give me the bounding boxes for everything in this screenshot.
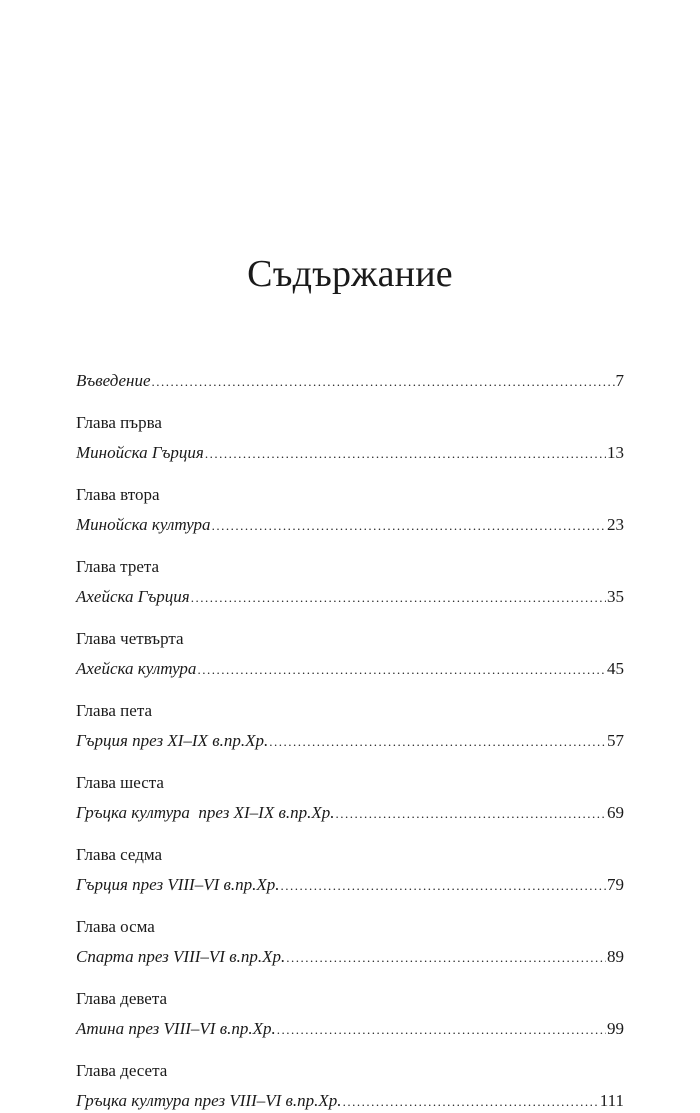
toc-line xyxy=(76,946,624,969)
toc-entry-chapter-1 xyxy=(76,412,624,465)
toc-page-number: 69 xyxy=(607,803,624,822)
toc-line xyxy=(76,802,624,825)
toc-entry-title: Гърция през XI–IX в.пр.Хр. xyxy=(76,731,269,750)
toc-line xyxy=(76,442,624,465)
toc-entry-chapter-9 xyxy=(76,988,624,1041)
toc-entry-title: Минойска Гърция xyxy=(76,443,204,462)
toc-line xyxy=(76,514,624,537)
dot-leader xyxy=(286,947,606,969)
toc-entry-introduction xyxy=(76,370,624,393)
dot-leader xyxy=(191,587,606,609)
toc-line xyxy=(76,730,624,753)
dot-leader xyxy=(281,875,606,897)
chapter-label: Глава седма xyxy=(76,845,163,864)
toc-entry-chapter-4 xyxy=(76,628,624,681)
toc-entry-title: Минойска култура xyxy=(76,515,211,534)
toc-entry-chapter-5 xyxy=(76,700,624,753)
toc-entry-title: Въведение xyxy=(76,371,151,390)
toc-entry-chapter-8 xyxy=(76,916,624,969)
table-of-contents xyxy=(76,370,624,1113)
chapter-label: Глава втора xyxy=(76,485,160,504)
toc-entry-title: Ахейска култура xyxy=(76,659,197,678)
toc-page-number: 89 xyxy=(607,947,624,966)
toc-entry-title: Гърция през VIII–VI в.пр.Хр. xyxy=(76,875,280,894)
toc-page-number: 13 xyxy=(607,443,624,462)
chapter-label: Глава шеста xyxy=(76,773,164,792)
toc-page-number: 35 xyxy=(607,587,624,606)
dot-leader xyxy=(343,1091,599,1113)
toc-page-number: 7 xyxy=(615,371,624,390)
toc-line xyxy=(76,658,624,681)
toc-entry-chapter-2 xyxy=(76,484,624,537)
toc-entry-chapter-10 xyxy=(76,1060,624,1113)
toc-entry-title: Гръцка култура през XI–IX в.пр.Хр. xyxy=(76,803,335,822)
toc-entry-title: Атина през VIII–VI в.пр.Хр. xyxy=(76,1019,276,1038)
dot-leader xyxy=(277,1019,606,1041)
toc-line xyxy=(76,874,624,897)
chapter-label: Глава първа xyxy=(76,413,162,432)
page-title: Съдържание xyxy=(247,253,453,295)
toc-line xyxy=(76,1018,624,1041)
toc-entry-title: Гръцка култура през VIII–VI в.пр.Хр. xyxy=(76,1091,342,1110)
toc-page-number: 23 xyxy=(607,515,624,534)
toc-page-number: 45 xyxy=(607,659,624,678)
toc-line xyxy=(76,370,624,393)
toc-entry-title: Ахейска Гърция xyxy=(76,587,190,606)
toc-page-number: 111 xyxy=(599,1091,624,1110)
chapter-label: Глава десета xyxy=(76,1061,168,1080)
dot-leader xyxy=(269,731,606,753)
dot-leader xyxy=(212,515,606,537)
toc-entry-chapter-7 xyxy=(76,844,624,897)
dot-leader xyxy=(336,803,607,825)
toc-entry-chapter-6 xyxy=(76,772,624,825)
toc-page-number: 57 xyxy=(607,731,624,750)
dot-leader xyxy=(197,659,606,681)
toc-entry-title: Спарта през VIII–VI в.пр.Хр. xyxy=(76,947,286,966)
chapter-label: Глава трета xyxy=(76,557,160,576)
dot-leader xyxy=(152,371,615,393)
dot-leader xyxy=(205,443,606,465)
toc-line xyxy=(76,1090,624,1113)
toc-page-number: 99 xyxy=(607,1019,624,1038)
chapter-label: Глава четвърта xyxy=(76,629,184,648)
chapter-label: Глава осма xyxy=(76,917,155,936)
chapter-label: Глава девета xyxy=(76,989,168,1008)
chapter-label: Глава пета xyxy=(76,701,153,720)
toc-line xyxy=(76,586,624,609)
toc-page-number: 79 xyxy=(607,875,624,894)
toc-entry-chapter-3 xyxy=(76,556,624,609)
